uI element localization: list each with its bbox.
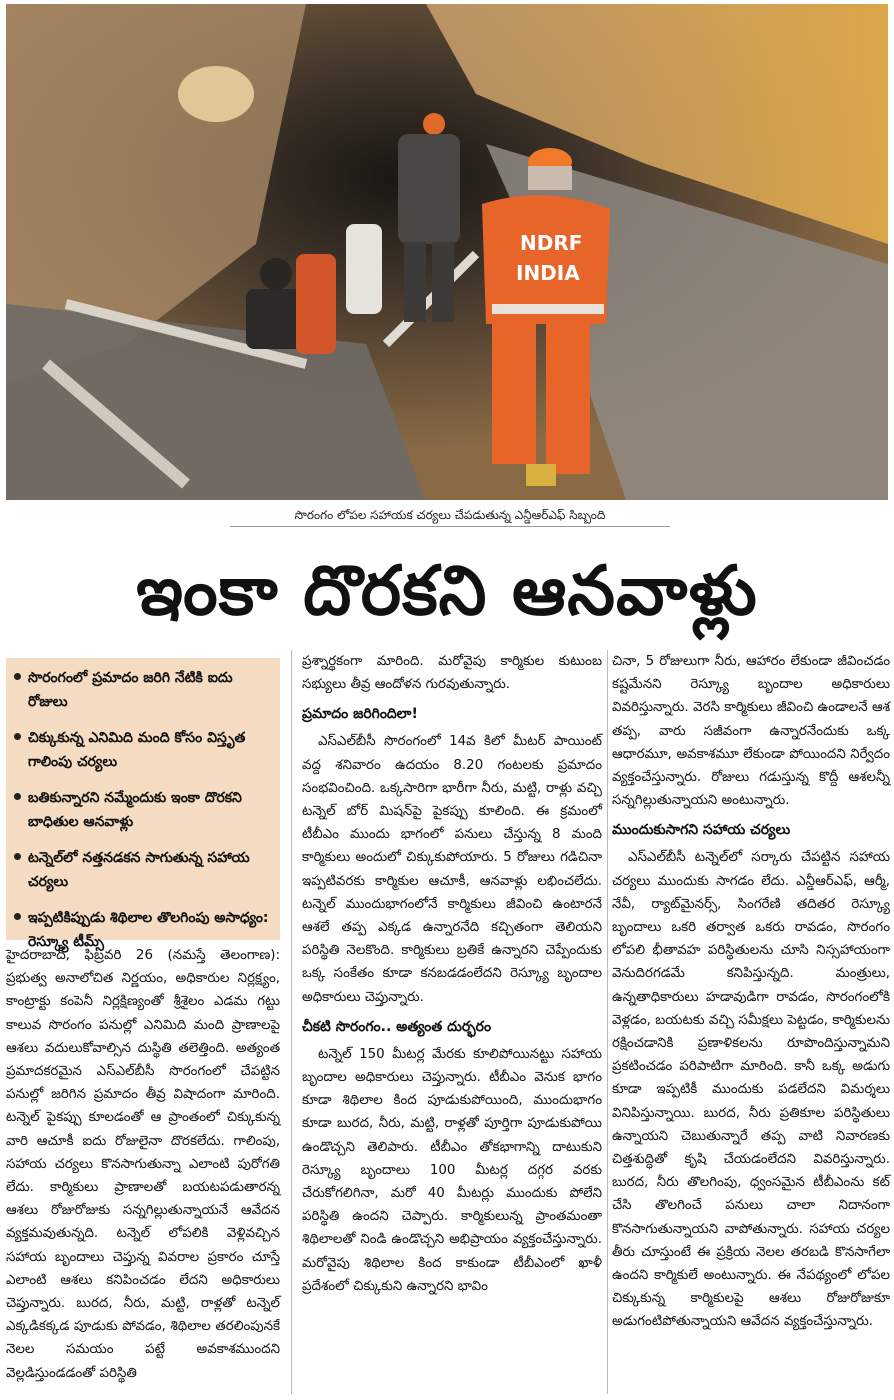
photo-caption: సొరంగం లోపల సహాయక చర్యలు చేపడుతున్న ఎన్డీఆర్ఎఫ్ సిబ్బంది <box>230 504 670 527</box>
article-column-1 <box>6 944 280 1389</box>
bullet-icon <box>14 793 21 800</box>
article-column-2 <box>302 650 602 1302</box>
vest-text-1: NDRF <box>520 231 583 255</box>
article-paragraph: ప్రశ్నార్థకంగా మారింది. మరోవైపు కార్మికుల కుటుంబ సభ్యులు తీవ్ర ఆందోళన గురవుతున్నారు. <box>302 654 602 693</box>
bullet-icon <box>14 913 21 920</box>
highlight-text: సొరంగంలో ప్రమాదం జరిగి నేటికి ఐదు రోజులు <box>28 670 233 710</box>
highlights-box <box>6 658 280 950</box>
highlight-item <box>14 846 272 894</box>
headline: ఇంకా దొరకని ఆనవాళ్లు <box>136 552 758 631</box>
bullet-icon <box>14 853 21 860</box>
article-paragraph: ఎస్‌ఎల్‌బీసీ సొరంగంలో 14వ కిలో మీటర్ పాయింట్ వద్ద శనివారం ఉదయం 8.20 గంటలకు ప్రమాదం సంభవించింది. ఒక్కసారిగా భారీగా నీరు, మట్టి, రాళ్లు వచ్చి టన్నెల్ బోర్ మిషన్‌పై పైకప్పు కూలింది. ఈ క్రమంలో టీబీఎం ముందు భాగంలో పనులు చేస్తున్న 8 మంది కార్మికులు అందులో చిక్కుకుపోయారు. 5 రోజులు గడిచినా ఇప్పటివరకు కార్మికుల ఆచూకీ, ఆనవాళ్లు లభించలేదు. టన్నెల్ ముందుభాగంలోనే కార్మికులు జీవించి ఉంటారనే ఆశలే తప్ప ఎక్కడ ఉన్నారనేది కచ్చితంగా తెలియని పరిస్థితి నెలకొంది. కార్మికులు బ్రతికే ఉన్నారని చెప్పేందుకు ఒక్క సంకేతం కూడా కనబడడంలేదని రెస్క్యూ బృందాల అధికారులు చెప్తున్నారు. <box>302 734 602 1005</box>
vest-text-2: INDIA <box>516 261 580 285</box>
column-divider <box>291 650 292 1394</box>
column-divider <box>607 650 608 1394</box>
highlight-text: చిక్కుకున్న ఎనిమిది మంది కోసం విస్తృత గాలింపు చర్యలు <box>28 730 246 770</box>
article-paragraph: టన్నెల్ 150 మీటర్ల మేరకు కూలిపోయినట్టు సహాయ బృందాల అధికారులు చెప్తున్నారు. టీబీఎం వెనుక భాగం కూడా శిథిలాల కింద పూడుకుపోయింది, ముందుభాగం కూడా బురద, నీరు, మట్టి, రాళ్లతో పూర్తిగా పూడుకుపోయి ఉండొచ్చని తెలిపారు. టీబీఎం తోకభాగాన్ని దాటుకుని రెస్క్యూ బృందాలు 100 మీటర్ల దగ్గర వరకు చేరుకోగలిగినా, మరో 40 మీటర్లు ముందుకు పోలేని పరిస్థితి ఉందని చెప్పారు. కార్మికులున్న ప్రాంతమంతా శిథిలాలతో నిండి ఉండొచ్చని అభిప్రాయం వ్యక్తంచేస్తున్నారు. మరోవైపు శిథిలాల కింద కాకుండా టీబీఎంలో ఖాళీ ప్రదేశంలో చిక్కుకుని ఉన్నారని భావిం <box>302 1046 602 1294</box>
subheading: ముందుకుసాగని సహాయ చర్యలు <box>612 822 791 839</box>
article-paragraph: చినా, 5 రోజులుగా నీరు, ఆహారం లేకుండా జీవించడం కష్టమేనని రెస్క్యూ బృందాల అధికారులు వివరిస్తున్నారు. వెరసి కార్మికులు జీవించి ఉండాలనే ఆశ తప్ప, వారు సజీవంగా ఉన్నారనేందుకు ఒక్క ఆధారమూ, అవకాశమూ లేకుండా పోయిందని నిర్వేదం వ్యక్తంచేస్తున్నారు. రోజులు గడుస్తున్న కొద్దీ ఆశలన్నీ సన్నగిల్లుతున్నాయని అంటున్నారు. <box>612 654 890 809</box>
bullet-icon <box>14 673 21 680</box>
subheading: ప్రమాదం జరిగిందిలా! <box>302 706 418 723</box>
subheading: చీకటి సొరంగం.. అత్యంత దుర్భరం <box>302 1018 492 1035</box>
highlight-text: ఇప్పటికిప్పుడు శిథిలాల తొలగింపు అసాధ్యం: రెస్క్యూ టీమ్స్ <box>28 910 269 950</box>
highlight-item <box>14 666 272 714</box>
highlight-item <box>14 786 272 834</box>
rescue-photo <box>6 4 888 500</box>
bullet-icon <box>14 733 21 740</box>
article-column-3 <box>612 650 890 1338</box>
highlight-text: టన్నెల్‌లో నత్తనడకన సాగుతున్న సహాయ చర్యలు <box>28 850 250 890</box>
highlight-text: బతికున్నారని నమ్మేందుకు ఇంకా దొరకని బాధితుల ఆనవాళ్లు <box>28 790 242 830</box>
tunnel-rescue-illustration <box>6 4 888 500</box>
article-paragraph: ఎస్‌ఎల్‌బీసీ టన్నెల్‌లో సర్కారు చేపట్టిన సహాయ చర్యలు ముందుకు సాగడం లేదు. ఎన్డీఆర్ఎఫ్, ఆర్మీ, నేవీ, ర్యాట్‌మైనర్స్, సింగరేణి తదితర రెస్క్యూ బృందాలు ఒకరి తర్వాత ఒకరు రావడం, సొరంగం లోపలి భీతావహ పరిస్థితులను చూసి నిస్సహాయంగా వెనుదిరగడమే కనిపిస్తున్నది. మంత్రులు, ఉన్నతాధికారులు హడావుడిగా రావడం, సొరంగంలోకి వెళ్లడం, బయటకు వచ్చి సమీక్షలు పెట్టడం, కార్మికులను రక్షించడానికి ప్రణాళికలను రూపొందిస్తున్నామని ప్రకటించడం పరిపాటిగా మారింది. కానీ ఒక్క అడుగు కూడా ఇప్పటికీ ముందుకు పడలేదని విమర్శలు వినిపిస్తున్నాయి. బురద, నీరు ప్రతికూల పరిస్థితులు ఉన్నాయని చెబుతున్నారే తప్ప వాటి నివారణకు చిత్తశుద్ధితో కృషి చేయడంలేదని వివరిస్తున్నారు. బురద, నీరు తొలగింపు, ధ్వంసమైన టీబీఎంను కట్ చేసి తొలగించే పనులు చాలా నిదానంగా కొనసాగుతున్నాయని వాపోతున్నారు. సహాయ చర్యల తీరు చూస్తుంటే ఈ ప్రక్రియ నెలల తరబడి కొనసాగేలా ఉందని కార్మికులే అంటున్నారు. ఈ నేపథ్యంలో లోపల చిక్కుకున్న కార్మికులపై ఆశలు రోజురోజుకూ అడుగంటిపోతున్నాయని ఆవేదన వ్యక్తంచేస్తున్నారు. <box>612 850 890 1330</box>
highlight-item <box>14 726 272 774</box>
article-paragraph: హైదరాబాద్, ఫిబ్రవరి 26 (నమస్తే తెలంగాణ): ప్రభుత్వ అనాలోచిత నిర్ణయం, అధికారుల నిర్లక్ష్యం, కాంట్రాక్టు కంపెనీ నిర్లక్షిణ్యంతో శ్రీశైలం ఎడమ గట్టు కాలువ సొరంగం పనుల్లో ఎనిమిది మంది ప్రాణాలపై ఆశలు వదులుకోవాల్సిన దుస్థితి తలెత్తింది. అత్యంత ప్రమాదకరమైన ఎస్‌ఎల్‌బీసీ సొరంగంలో చేపట్టిన పనుల్లో జరిగిన ప్రమాదం తీవ్ర విషాదంగా మారింది. టన్నెల్ పైకప్పు కూలడంతో ఆ ప్రాంతంలో చిక్కుకున్న వారి ఆచూకీ ఐదు రోజులైనా దొరకలేదు. గాలింపు, సహాయ చర్యలు కొనసాగుతున్నా ఎలాంటి పురోగతి లేదు. కార్మికులు ప్రాణాలతో బయటపడుతారన్న ఆశలు రోజురోజుకు సన్నగిల్లుతున్నాయనే ఆవేదన వ్యక్తమవుతున్నది. టన్నెల్ లోపలికి వెళ్లివచ్చిన సహాయ బృందాలు చెప్తున్న వివరాల ప్రకారం చూస్తే ఎలాంటి ఆశలు కనిపించడం లేదని అధికారులు చెప్తున్నారు. బురద, నీరు, మట్టి, రాళ్లతో టన్నెల్ ఎక్కడికక్కడ పూడుకు పోవడం, శిథిలాల తరలింపునకే నెలల సమయం పట్టే అవకాశముందని వెల్లడిస్తుండడంతో పరిస్థితి <box>6 948 280 1381</box>
